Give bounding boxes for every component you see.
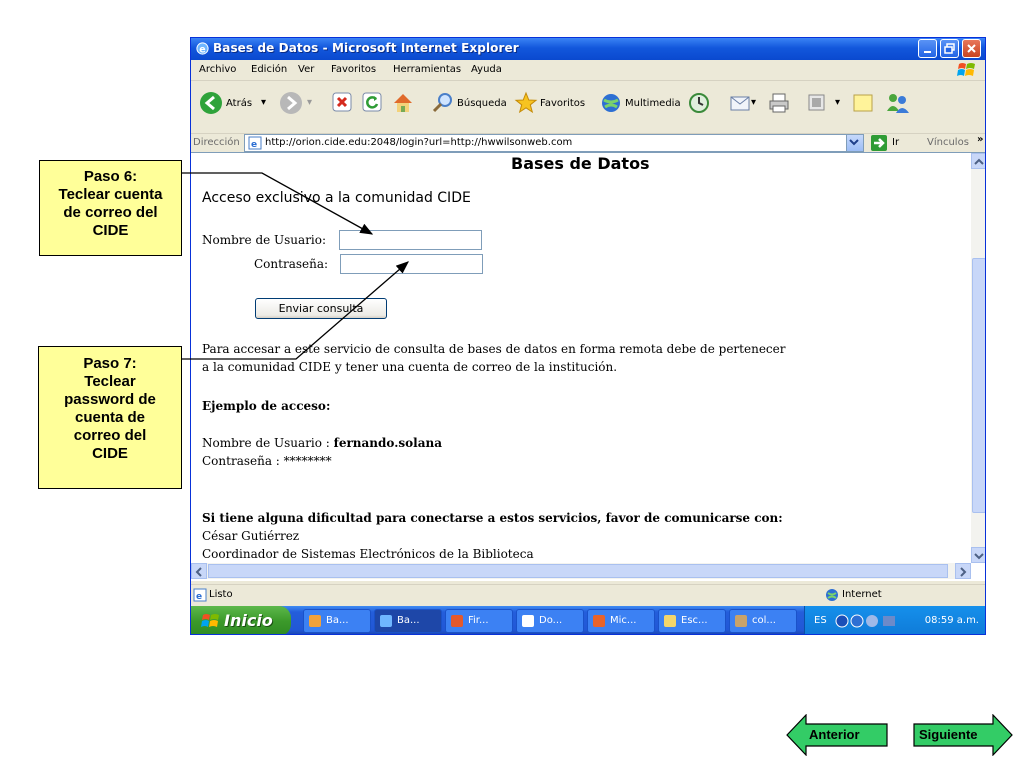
forward-arrow-icon: [279, 91, 303, 115]
minimize-button[interactable]: [918, 39, 937, 58]
access-title: Acceso exclusivo a la comunidad CIDE: [202, 190, 471, 206]
discuss-button[interactable]: [851, 91, 875, 117]
step7-line: correo del: [73, 427, 147, 444]
links-label[interactable]: Vínculos: [927, 137, 969, 148]
back-button[interactable]: [199, 91, 267, 117]
menu-bar: [191, 60, 985, 81]
scroll-right-button[interactable]: [955, 563, 971, 579]
taskbar: [191, 606, 985, 635]
example-title: Ejemplo de acceso:: [202, 399, 331, 413]
edit-button[interactable]: [805, 91, 841, 117]
forward-dropdown-icon[interactable]: ▾: [307, 97, 313, 108]
chevron-up-icon: [972, 155, 986, 169]
horizontal-scroll-thumb[interactable]: [208, 564, 948, 578]
messenger-icon: [885, 91, 911, 115]
home-icon: [391, 91, 415, 115]
scroll-down-button[interactable]: [971, 547, 986, 563]
history-icon: [687, 91, 711, 115]
example-user-value: fernando.solana: [333, 436, 442, 450]
task-button-7[interactable]: [729, 609, 797, 633]
ie-icon: [380, 615, 392, 627]
address-label: Dirección: [193, 137, 240, 148]
step6-line: Teclear cuenta: [58, 186, 163, 203]
task-label: Esc...: [681, 615, 708, 626]
print-button[interactable]: [767, 91, 791, 117]
task-label: col...: [752, 615, 776, 626]
media-label: Multimedia: [625, 98, 681, 109]
task-label: Fir...: [468, 615, 489, 626]
address-input[interactable]: [244, 134, 864, 152]
page-content: [191, 152, 986, 581]
app-icon: [735, 615, 747, 627]
page-icon: [248, 136, 262, 150]
windows-logo-icon: [957, 61, 977, 79]
info-paragraph-line2: a la comunidad CIDE y tener una cuenta de correo de la institución.: [202, 360, 618, 374]
step7-line: Teclear: [84, 373, 136, 390]
address-bar: [191, 134, 985, 152]
favorites-button[interactable]: [514, 91, 586, 117]
back-arrow-icon: [199, 91, 223, 115]
chevron-down-icon: [847, 135, 861, 149]
start-label: Inicio: [224, 611, 273, 630]
mail-button[interactable]: [729, 91, 757, 117]
internet-explorer-icon: [195, 41, 210, 56]
powerpoint-icon: [593, 615, 605, 627]
clock: 08:59 a.m.: [924, 615, 979, 626]
password-input[interactable]: [340, 254, 483, 274]
page-status-icon: [193, 588, 207, 602]
start-button[interactable]: [191, 606, 291, 635]
menu-ayuda[interactable]: Ayuda: [471, 64, 502, 75]
title-bar[interactable]: [191, 38, 985, 60]
go-label[interactable]: Ir: [892, 137, 900, 148]
windows-flag-icon: [201, 612, 221, 630]
vertical-scrollbar[interactable]: [971, 153, 986, 563]
svg-text:e: e: [199, 44, 206, 56]
go-button[interactable]: [871, 135, 887, 151]
task-button-5[interactable]: [587, 609, 655, 633]
favorites-label: Favoritos: [540, 98, 586, 109]
step7-line: cuenta de: [74, 409, 146, 426]
word-icon: [522, 615, 534, 627]
search-icon: [431, 91, 455, 115]
app-icon: [309, 615, 321, 627]
toolbar: [191, 81, 985, 134]
status-text: Listo: [209, 589, 233, 600]
page-heading: Bases de Datos: [511, 154, 650, 173]
address-url: http://orion.cide.edu:2048/login?url=http://hwwilsonweb.com: [265, 137, 573, 148]
menu-archivo[interactable]: Archivo: [199, 64, 237, 75]
forward-button[interactable]: [279, 91, 313, 117]
task-button-6[interactable]: [658, 609, 726, 633]
svg-text:e: e: [251, 140, 258, 150]
previous-button[interactable]: [786, 714, 888, 756]
back-label: Atrás: [226, 98, 253, 109]
media-globe-icon: [599, 91, 623, 115]
horizontal-scrollbar[interactable]: [191, 563, 971, 579]
edit-dropdown-icon[interactable]: ▾: [835, 97, 841, 108]
step6-line: de correo del: [63, 204, 158, 221]
scroll-left-button[interactable]: [191, 563, 207, 579]
stop-button[interactable]: [331, 91, 353, 117]
go-arrow-icon: [871, 135, 887, 151]
contact-name: César Gutiérrez: [202, 529, 300, 543]
refresh-button[interactable]: [361, 91, 383, 117]
chevron-right-icon: [956, 565, 970, 579]
address-dropdown-button[interactable]: [846, 135, 863, 151]
task-button-3[interactable]: [445, 609, 513, 633]
language-indicator[interactable]: ES: [814, 615, 827, 626]
search-button[interactable]: [431, 91, 507, 117]
menu-ver[interactable]: Ver: [298, 64, 315, 75]
step7-line: password de: [64, 391, 156, 408]
contact-role: Coordinador de Sistemas Electrónicos de la Biblioteca: [202, 547, 534, 561]
step7-line: Paso 7:: [83, 355, 137, 372]
task-label: Mic...: [610, 615, 637, 626]
mail-dropdown-icon[interactable]: ▾: [751, 97, 757, 108]
username-label: Nombre de Usuario:: [202, 233, 327, 247]
note-icon: [851, 91, 875, 115]
edit-page-icon: [805, 91, 829, 115]
close-icon: [965, 42, 978, 55]
info-paragraph-line1: Para accesar a este servicio de consulta de bases de datos en forma remota debe de pertenecer: [202, 342, 786, 356]
tray-icons[interactable]: [835, 614, 913, 628]
task-label: Ba...: [397, 615, 420, 626]
step7-callout: [38, 346, 182, 489]
search-label: Búsqueda: [457, 98, 507, 109]
help-text: Si tiene alguna dificultad para conectarse a estos servicios, favor de comunicarse con:: [202, 511, 783, 525]
scroll-up-button[interactable]: [971, 153, 986, 169]
menu-favoritos[interactable]: Favoritos: [331, 64, 377, 75]
stop-icon: [331, 91, 353, 113]
status-bar: [191, 584, 985, 605]
system-tray: [804, 606, 985, 635]
favorites-star-icon: [514, 91, 538, 115]
window-title: Bases de Datos - Microsoft Internet Explorer: [213, 41, 519, 55]
refresh-icon: [361, 91, 383, 113]
close-button[interactable]: [962, 39, 981, 58]
next-label: Siguiente: [919, 727, 978, 742]
example-user-label: Nombre de Usuario :: [202, 436, 334, 450]
history-button[interactable]: [687, 91, 711, 117]
next-button[interactable]: [913, 714, 1013, 756]
zone-text: Internet: [842, 589, 882, 600]
mail-icon: [729, 91, 753, 115]
task-label: Ba...: [326, 615, 349, 626]
home-button[interactable]: [391, 91, 415, 117]
task-label: Do...: [539, 615, 563, 626]
menu-edicion[interactable]: Edición: [251, 64, 288, 75]
step7-line: CIDE: [92, 445, 128, 462]
task-button-1[interactable]: [303, 609, 371, 633]
restore-button[interactable]: [940, 39, 959, 58]
task-button-2[interactable]: [374, 609, 442, 633]
step6-line: Paso 6:: [83, 168, 138, 185]
step6-callout: [39, 160, 182, 256]
chevron-left-icon: [192, 565, 206, 579]
back-dropdown-icon[interactable]: ▾: [261, 97, 267, 108]
submit-button[interactable]: Enviar consulta: [255, 298, 387, 319]
chevron-down-icon: [972, 549, 986, 563]
messenger-button[interactable]: [885, 91, 911, 117]
media-button[interactable]: [599, 91, 681, 117]
example-user: [202, 436, 442, 450]
previous-label: Anterior: [809, 727, 860, 742]
menu-herramientas[interactable]: Herramientas: [393, 64, 462, 75]
password-label: Contraseña:: [254, 257, 329, 271]
minimize-icon: [921, 42, 934, 55]
folder-icon: [664, 615, 676, 627]
example-password: Contraseña : ********: [202, 454, 332, 468]
restore-icon: [943, 42, 956, 55]
firefox-icon: [451, 615, 463, 627]
username-input[interactable]: [339, 230, 482, 250]
vertical-scroll-thumb[interactable]: [972, 258, 986, 513]
svg-text:e: e: [196, 592, 203, 602]
step6-line: CIDE: [92, 222, 129, 239]
internet-zone-icon: [825, 588, 839, 602]
print-icon: [767, 91, 791, 115]
task-button-4[interactable]: [516, 609, 584, 633]
links-chevron-icon[interactable]: »: [977, 134, 984, 145]
browser-window: [190, 37, 986, 635]
